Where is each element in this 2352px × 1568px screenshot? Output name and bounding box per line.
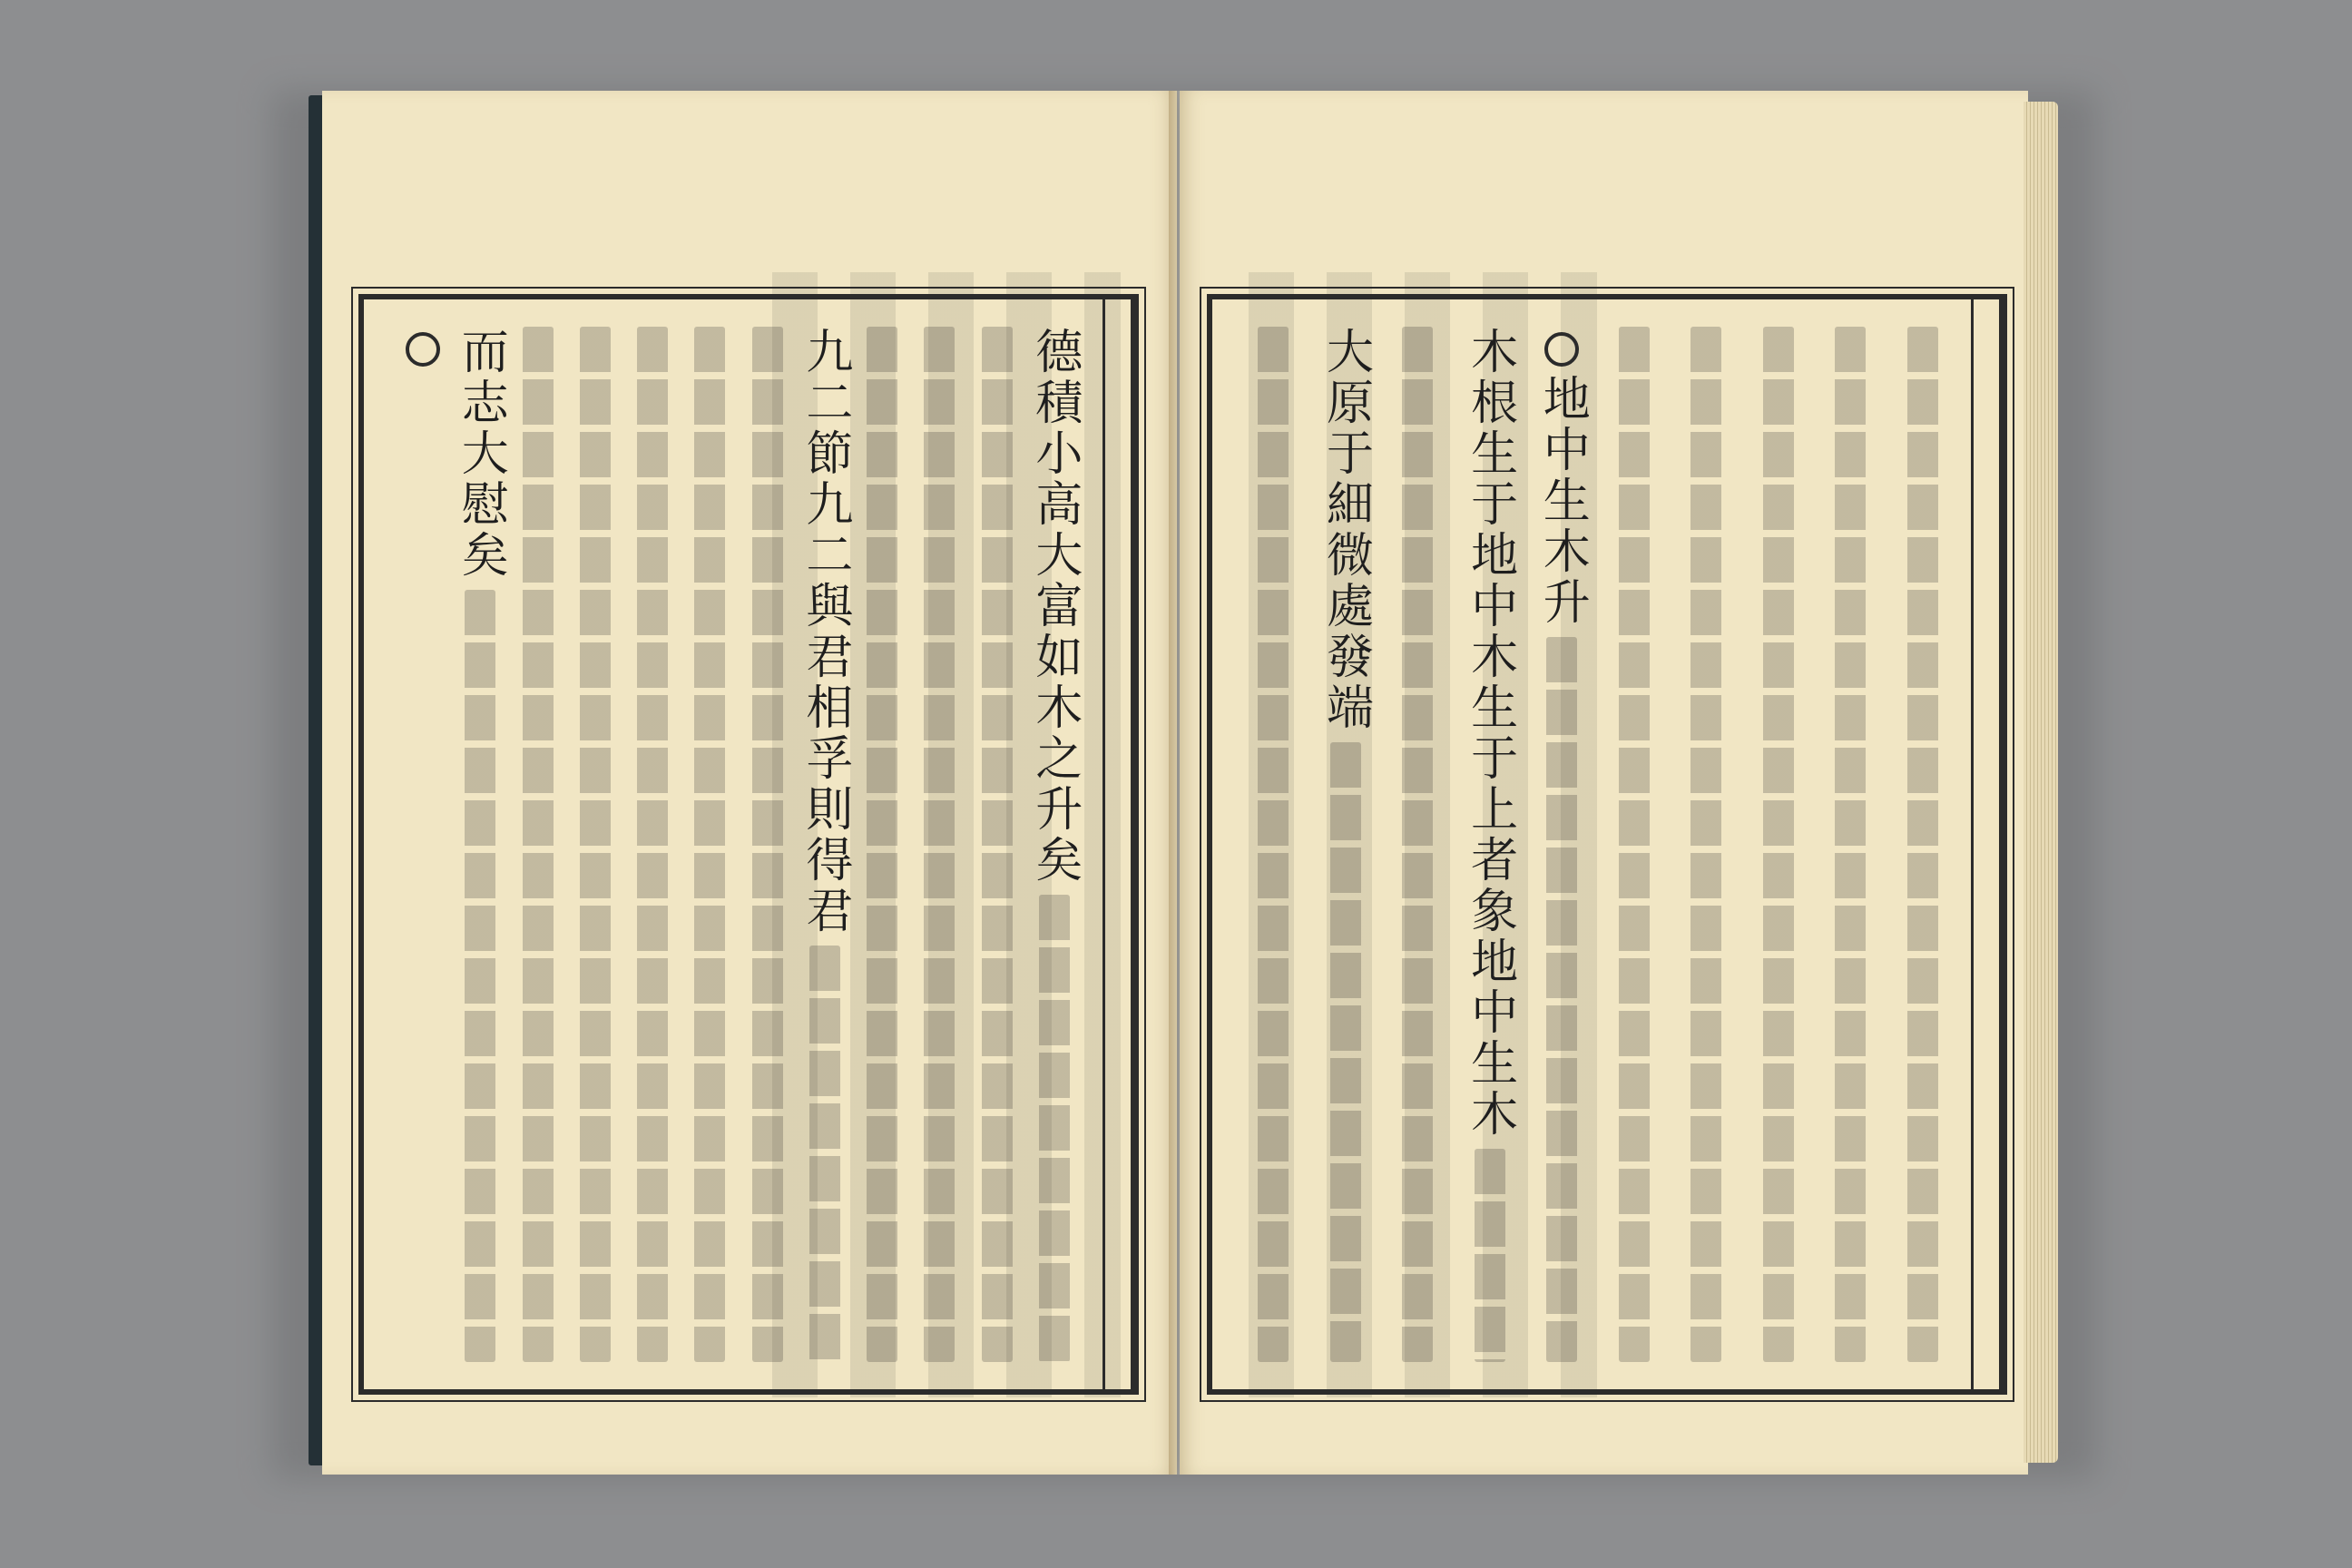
unreadable-column (1475, 1149, 1505, 1362)
unreadable-column (1330, 742, 1361, 1362)
unreadable-column (580, 327, 611, 1362)
text-column (571, 327, 620, 1362)
text-column (1249, 327, 1298, 1362)
unreadable-column (752, 327, 783, 1362)
text-column (1534, 327, 1590, 1362)
text-column (1610, 327, 1659, 1362)
unreadable-column (1619, 327, 1650, 1362)
column-text: 地中生木升 (1534, 374, 1590, 628)
unreadable-column (809, 946, 840, 1362)
text-column (743, 327, 792, 1362)
unreadable-column (982, 327, 1013, 1362)
text-column (797, 327, 852, 1362)
text-column (514, 327, 563, 1362)
page-edges (2024, 102, 2058, 1463)
text-column (685, 327, 734, 1362)
text-column (1393, 327, 1442, 1362)
text-column (1681, 327, 1730, 1362)
text-column (1318, 327, 1373, 1362)
circle-mark-icon (1544, 332, 1579, 367)
unreadable-column (1835, 327, 1866, 1362)
unreadable-column (1763, 327, 1794, 1362)
column-text: 德積小高大富如木之升矣 (1026, 327, 1082, 886)
unreadable-column (694, 327, 725, 1362)
text-column (915, 327, 964, 1362)
text-column (973, 327, 1022, 1362)
unreadable-column (1546, 637, 1577, 1362)
column-text: 九二節九二與君相孚則得君 (797, 327, 852, 936)
right-margin-band (1971, 299, 2002, 1389)
left-margin-band (1102, 299, 1133, 1389)
right-text-frame (1207, 294, 2007, 1395)
text-column (1898, 327, 1947, 1362)
circle-mark-icon (406, 332, 440, 367)
unreadable-column (924, 327, 955, 1362)
unreadable-column (465, 590, 495, 1362)
column-text: 木根生于地中木生于上者象地中生木 (1462, 327, 1517, 1140)
text-column (1826, 327, 1875, 1362)
unreadable-column (1690, 327, 1721, 1362)
column-text: 而志大慰矣 (453, 327, 508, 581)
text-column (628, 327, 677, 1362)
left-text-frame (358, 294, 1139, 1395)
right-page (1180, 91, 2028, 1475)
left-text-columns (398, 327, 1082, 1362)
column-text: 大原于細微處發端 (1318, 327, 1373, 733)
unreadable-column (1907, 327, 1938, 1362)
right-text-columns (1249, 327, 1947, 1362)
unreadable-column (1258, 327, 1289, 1362)
text-column (858, 327, 906, 1362)
text-column (453, 327, 508, 1362)
unreadable-column (523, 327, 554, 1362)
text-column (1754, 327, 1803, 1362)
text-column (1026, 327, 1082, 1362)
unreadable-column (867, 327, 897, 1362)
unreadable-column (1039, 895, 1070, 1362)
left-page (322, 91, 1177, 1475)
text-column (398, 327, 447, 1362)
unreadable-column (1402, 327, 1433, 1362)
text-column (1462, 327, 1517, 1362)
unreadable-column (637, 327, 668, 1362)
